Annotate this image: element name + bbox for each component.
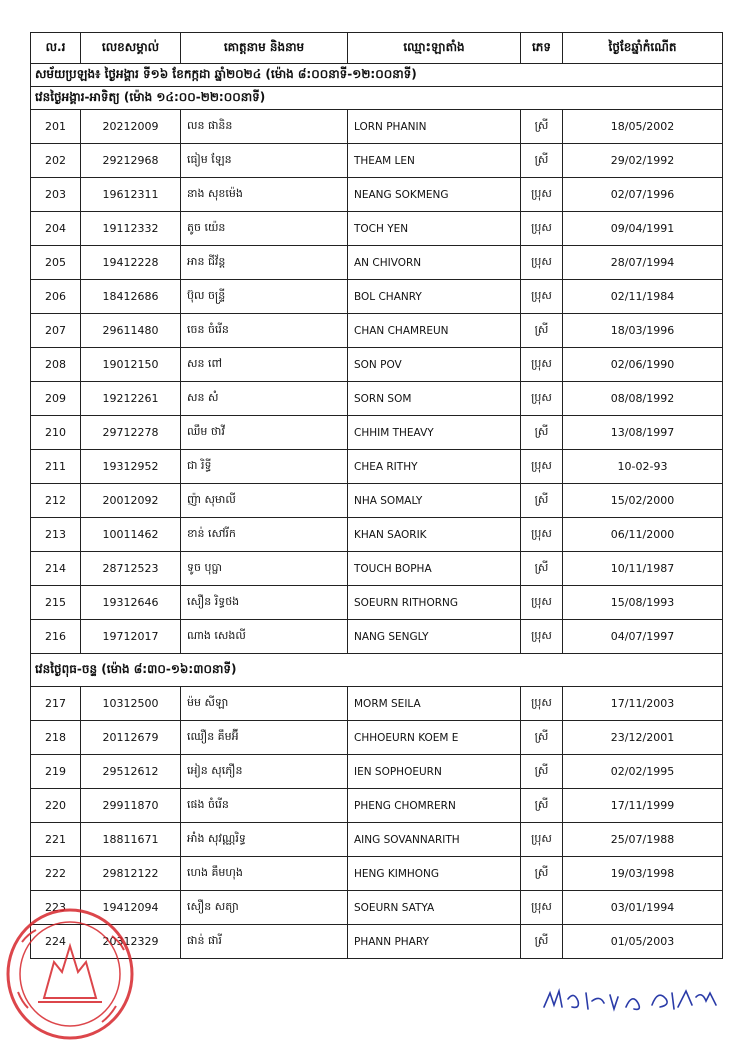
cell-name-latin: AING SOVANNARITH — [348, 823, 521, 857]
table-row — [31, 687, 723, 721]
shift-title: វេនថ្ងៃពុធ-ចន្ទ (ម៉ោង ៨:៣០-១៦:៣០នាទី) — [31, 654, 723, 687]
candidate-table — [30, 32, 723, 959]
cell-name-khmer: ឈឹម ថាវី — [181, 416, 348, 450]
session-title: សម័យប្រឡង៖ ថ្ងៃអង្គារ ទី១៦ ខែកក្កដា ឆ្នាំ២០២៤ (ម៉ោង ៨:០០នាទី-១២:០០នាទី) — [31, 64, 723, 87]
cell-sex: ស្រី — [521, 416, 563, 450]
cell-name-khmer: ម៉ម សីឡា — [181, 687, 348, 721]
cell-sex: ប្រុស — [521, 823, 563, 857]
cell-sex: ស្រី — [521, 925, 563, 959]
cell-name-khmer: លន ផានិន — [181, 110, 348, 144]
cell-id: 20312329 — [81, 925, 181, 959]
table-row — [31, 144, 723, 178]
cell-no: 219 — [31, 755, 81, 789]
cell-no: 205 — [31, 246, 81, 280]
header-sex: ភេទ — [521, 33, 563, 64]
cell-name-latin: SOEURN SATYA — [348, 891, 521, 925]
cell-name-latin: SOEURN RITHORNG — [348, 586, 521, 620]
cell-sex: ប្រុស — [521, 518, 563, 552]
cell-dob: 23/12/2001 — [563, 721, 723, 755]
cell-id: 20212009 — [81, 110, 181, 144]
cell-name-latin: HENG KIMHONG — [348, 857, 521, 891]
cell-id: 10011462 — [81, 518, 181, 552]
cell-dob: 06/11/2000 — [563, 518, 723, 552]
cell-name-latin: CHEA RITHY — [348, 450, 521, 484]
cell-name-khmer: ជា រិទ្ធី — [181, 450, 348, 484]
table-row — [31, 857, 723, 891]
cell-dob: 15/02/2000 — [563, 484, 723, 518]
cell-dob: 02/06/1990 — [563, 348, 723, 382]
cell-no: 208 — [31, 348, 81, 382]
cell-dob: 17/11/1999 — [563, 789, 723, 823]
table-row — [31, 755, 723, 789]
session-title-row — [31, 64, 723, 87]
cell-name-latin: TOCH YEN — [348, 212, 521, 246]
cell-sex: ប្រុស — [521, 348, 563, 382]
cell-name-khmer: សឿន សត្យា — [181, 891, 348, 925]
cell-no: 216 — [31, 620, 81, 654]
cell-id: 29512612 — [81, 755, 181, 789]
cell-id: 19312646 — [81, 586, 181, 620]
cell-name-khmer: នាង សុខម៉េង — [181, 178, 348, 212]
cell-sex: ស្រី — [521, 144, 563, 178]
cell-sex: ប្រុស — [521, 382, 563, 416]
cell-id: 19412228 — [81, 246, 181, 280]
cell-id: 29812122 — [81, 857, 181, 891]
cell-dob: 02/07/1996 — [563, 178, 723, 212]
cell-dob: 03/01/1994 — [563, 891, 723, 925]
table-row — [31, 212, 723, 246]
cell-name-khmer: ផាន់ ផារី — [181, 925, 348, 959]
cell-no: 213 — [31, 518, 81, 552]
cell-id: 19012150 — [81, 348, 181, 382]
cell-dob: 29/02/1992 — [563, 144, 723, 178]
cell-no: 202 — [31, 144, 81, 178]
cell-sex: ស្រី — [521, 484, 563, 518]
cell-name-khmer: ខាន់ សៅរីក — [181, 518, 348, 552]
table-row — [31, 823, 723, 857]
cell-name-khmer: ឈឿន គឹមអ៊ី — [181, 721, 348, 755]
cell-id: 19412094 — [81, 891, 181, 925]
cell-name-khmer: ធៀម ឡែន — [181, 144, 348, 178]
cell-name-latin: CHHIM THEAVY — [348, 416, 521, 450]
cell-name-latin: SORN SOM — [348, 382, 521, 416]
cell-sex: ប្រុស — [521, 450, 563, 484]
cell-sex: ប្រុស — [521, 891, 563, 925]
cell-id: 29212968 — [81, 144, 181, 178]
cell-name-latin: SON POV — [348, 348, 521, 382]
cell-no: 207 — [31, 314, 81, 348]
cell-name-khmer: ហេង គឹមហុង — [181, 857, 348, 891]
cell-dob: 25/07/1988 — [563, 823, 723, 857]
cell-name-khmer: សន សំ — [181, 382, 348, 416]
table-header-row — [31, 33, 723, 64]
cell-id: 19212261 — [81, 382, 181, 416]
candidate-list-sheet — [30, 32, 722, 959]
cell-dob: 04/07/1997 — [563, 620, 723, 654]
cell-name-khmer: អាន ជីវ័ន្ត — [181, 246, 348, 280]
header-id: លេខសម្គាល់ — [81, 33, 181, 64]
cell-name-latin: NHA SOMALY — [348, 484, 521, 518]
cell-sex: ប្រុស — [521, 280, 563, 314]
handwritten-signature — [540, 985, 730, 1015]
cell-name-khmer: ញ៉ា សុមាលី — [181, 484, 348, 518]
cell-sex: ស្រី — [521, 789, 563, 823]
table-row — [31, 620, 723, 654]
cell-dob: 18/03/1996 — [563, 314, 723, 348]
table-row — [31, 280, 723, 314]
cell-name-latin: TOUCH BOPHA — [348, 552, 521, 586]
cell-no: 201 — [31, 110, 81, 144]
cell-name-latin: CHHOEURN KOEM E — [348, 721, 521, 755]
header-no: ល.រ — [31, 33, 81, 64]
cell-sex: ស្រី — [521, 314, 563, 348]
cell-dob: 10-02-93 — [563, 450, 723, 484]
cell-name-latin: LORN PHANIN — [348, 110, 521, 144]
cell-no: 206 — [31, 280, 81, 314]
cell-name-latin: NANG SENGLY — [348, 620, 521, 654]
cell-no: 210 — [31, 416, 81, 450]
cell-name-latin: THEAM LEN — [348, 144, 521, 178]
cell-id: 19312952 — [81, 450, 181, 484]
cell-dob: 15/08/1993 — [563, 586, 723, 620]
cell-no: 224 — [31, 925, 81, 959]
cell-sex: ស្រី — [521, 110, 563, 144]
cell-sex: ប្រុស — [521, 178, 563, 212]
cell-id: 28712523 — [81, 552, 181, 586]
cell-name-latin: AN CHIVORN — [348, 246, 521, 280]
table-row — [31, 789, 723, 823]
cell-name-latin: KHAN SAORIK — [348, 518, 521, 552]
shift-title-row — [31, 87, 723, 110]
cell-id: 20012092 — [81, 484, 181, 518]
shift-title: វេនថ្ងៃអង្គារ-អាទិត្យ (ម៉ោង ១៤:០០-២២:០០នាទី) — [31, 87, 723, 110]
header-name-latin: ឈ្មោះឡាតាំង — [348, 33, 521, 64]
cell-dob: 28/07/1994 — [563, 246, 723, 280]
table-row — [31, 246, 723, 280]
cell-name-latin: CHAN CHAMREUN — [348, 314, 521, 348]
cell-no: 209 — [31, 382, 81, 416]
cell-name-khmer: ណាង សេងលី — [181, 620, 348, 654]
cell-no: 212 — [31, 484, 81, 518]
cell-name-latin: IEN SOPHOEURN — [348, 755, 521, 789]
table-body — [31, 64, 723, 959]
table-row — [31, 586, 723, 620]
cell-sex: ប្រុស — [521, 620, 563, 654]
cell-name-khmer: ផេង ចំរើន — [181, 789, 348, 823]
cell-no: 217 — [31, 687, 81, 721]
cell-name-khmer: សន ពៅ — [181, 348, 348, 382]
cell-no: 215 — [31, 586, 81, 620]
cell-sex: ប្រុស — [521, 586, 563, 620]
table-row — [31, 348, 723, 382]
table-row — [31, 518, 723, 552]
cell-name-latin: PHANN PHARY — [348, 925, 521, 959]
cell-name-latin: BOL CHANRY — [348, 280, 521, 314]
cell-no: 203 — [31, 178, 81, 212]
cell-name-khmer: ទូច បុប្ផា — [181, 552, 348, 586]
cell-id: 19712017 — [81, 620, 181, 654]
cell-id: 10312500 — [81, 687, 181, 721]
header-name-khmer: គោត្តនាម និងនាម — [181, 33, 348, 64]
cell-id: 18412686 — [81, 280, 181, 314]
table-row — [31, 552, 723, 586]
cell-name-khmer: ប៊ុល ចន្ទ្រី — [181, 280, 348, 314]
cell-no: 204 — [31, 212, 81, 246]
table-row — [31, 450, 723, 484]
cell-no: 222 — [31, 857, 81, 891]
table-row — [31, 721, 723, 755]
table-row — [31, 484, 723, 518]
cell-id: 19612311 — [81, 178, 181, 212]
cell-name-latin: NEANG SOKMENG — [348, 178, 521, 212]
cell-name-latin: MORM SEILA — [348, 687, 521, 721]
cell-id: 29611480 — [81, 314, 181, 348]
cell-dob: 09/04/1991 — [563, 212, 723, 246]
cell-id: 20112679 — [81, 721, 181, 755]
cell-name-khmer: ចេន ចំរើន — [181, 314, 348, 348]
table-row — [31, 314, 723, 348]
cell-dob: 02/02/1995 — [563, 755, 723, 789]
cell-dob: 01/05/2003 — [563, 925, 723, 959]
cell-dob: 13/08/1997 — [563, 416, 723, 450]
cell-id: 19112332 — [81, 212, 181, 246]
cell-no: 214 — [31, 552, 81, 586]
cell-no: 211 — [31, 450, 81, 484]
cell-sex: ស្រី — [521, 552, 563, 586]
table-row — [31, 178, 723, 212]
shift-title-row — [31, 654, 723, 687]
cell-name-khmer: អៀន សុភឿន — [181, 755, 348, 789]
cell-dob: 18/05/2002 — [563, 110, 723, 144]
table-row — [31, 110, 723, 144]
cell-name-khmer: សឿន រិទ្ធថង — [181, 586, 348, 620]
cell-name-khmer: អាំង សុវណ្ណរិទ្ធ — [181, 823, 348, 857]
cell-sex: ស្រី — [521, 857, 563, 891]
cell-id: 18811671 — [81, 823, 181, 857]
cell-sex: ស្រី — [521, 755, 563, 789]
cell-no: 223 — [31, 891, 81, 925]
official-seal-stamp — [4, 902, 162, 1042]
cell-id: 29712278 — [81, 416, 181, 450]
cell-sex: ស្រី — [521, 721, 563, 755]
table-row — [31, 382, 723, 416]
cell-dob: 10/11/1987 — [563, 552, 723, 586]
cell-no: 218 — [31, 721, 81, 755]
cell-sex: ប្រុស — [521, 687, 563, 721]
cell-sex: ប្រុស — [521, 246, 563, 280]
cell-sex: ប្រុស — [521, 212, 563, 246]
cell-dob: 19/03/1998 — [563, 857, 723, 891]
cell-name-khmer: តូច យ៉េន — [181, 212, 348, 246]
cell-dob: 08/08/1992 — [563, 382, 723, 416]
cell-no: 220 — [31, 789, 81, 823]
table-row — [31, 416, 723, 450]
cell-id: 29911870 — [81, 789, 181, 823]
cell-no: 221 — [31, 823, 81, 857]
cell-dob: 17/11/2003 — [563, 687, 723, 721]
cell-dob: 02/11/1984 — [563, 280, 723, 314]
cell-name-latin: PHENG CHOMRERN — [348, 789, 521, 823]
header-dob: ថ្ងៃខែឆ្នាំកំណើត — [563, 33, 723, 64]
